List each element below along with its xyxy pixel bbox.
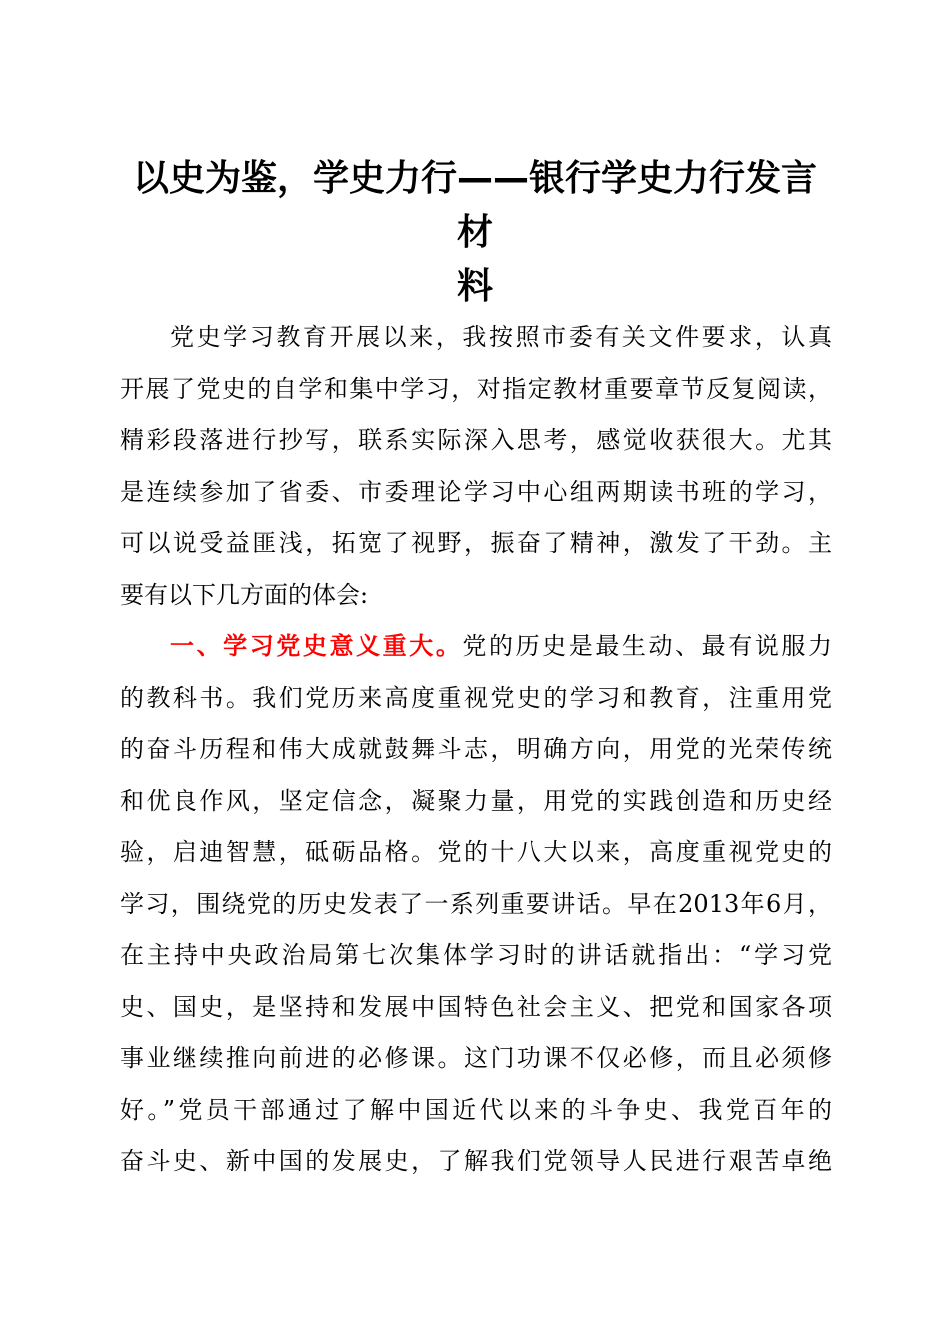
paragraph-line: 可以说受益匪浅，拓宽了视野，振奋了精神，激发了干劲。主 [120, 529, 832, 557]
paragraph-line: 是连续参加了省委、市委理论学习中心组两期读书班的学习， [120, 477, 832, 506]
paragraph-line: 在主持中央政治局第七次集体学习时的讲话就指出：“学习党 [120, 941, 832, 969]
paragraph-section-1 [120, 621, 832, 1188]
paragraph-line: 开展了党史的自学和集中学习，对指定教材重要章节反复阅读， [120, 374, 832, 403]
document-body [120, 312, 832, 1188]
title-line-2: 料 [456, 266, 493, 307]
paragraph-line: 精彩段落进行抄写，联系实际深入思考，感觉收获很大。尤其 [120, 426, 832, 454]
document-title [118, 152, 832, 314]
paragraph-line: 的奋斗历程和伟大成就鼓舞斗志，明确方向，用党的光荣传统 [120, 735, 832, 763]
paragraph-intro [120, 312, 832, 621]
paragraph-line: 好。”党员干部通过了解中国近代以来的斗争史、我党百年的 [120, 1095, 832, 1124]
paragraph-line: 奋斗史、新中国的发展史，了解我们党领导人民进行艰苦卓绝 [120, 1147, 832, 1175]
section-first-line [120, 621, 832, 673]
title-line-1: 以史为鉴，学史力行——银行学史力行发言材 [132, 158, 817, 253]
paragraph-line: 学习，围绕党的历史发表了一系列重要讲话。早在2013年6月， [120, 889, 832, 918]
paragraph-line: 事业继续推向前进的必修课。这门功课不仅必修，而且必须修 [120, 1044, 832, 1072]
paragraph-line: 要有以下几方面的体会: [120, 580, 369, 609]
paragraph-line: 验，启迪智慧，砥砺品格。党的十八大以来，高度重视党史的 [120, 838, 832, 866]
paragraph-line: 史、国史，是坚持和发展中国特色社会主义、把党和国家各项 [120, 992, 832, 1021]
paragraph-line: 的教科书。我们党历来高度重视党史的学习和教育，注重用党 [120, 683, 832, 712]
paragraph-line: 和优良作风，坚定信念，凝聚力量，用党的实践创造和历史经 [120, 786, 832, 815]
section-heading: 一、学习党史意义重大。 [170, 632, 463, 660]
paragraph-line: 党史学习教育开展以来，我按照市委有关文件要求，认真 [170, 323, 832, 351]
section-heading-rest: 党的历史是最生动、最有说服力 [462, 632, 832, 660]
